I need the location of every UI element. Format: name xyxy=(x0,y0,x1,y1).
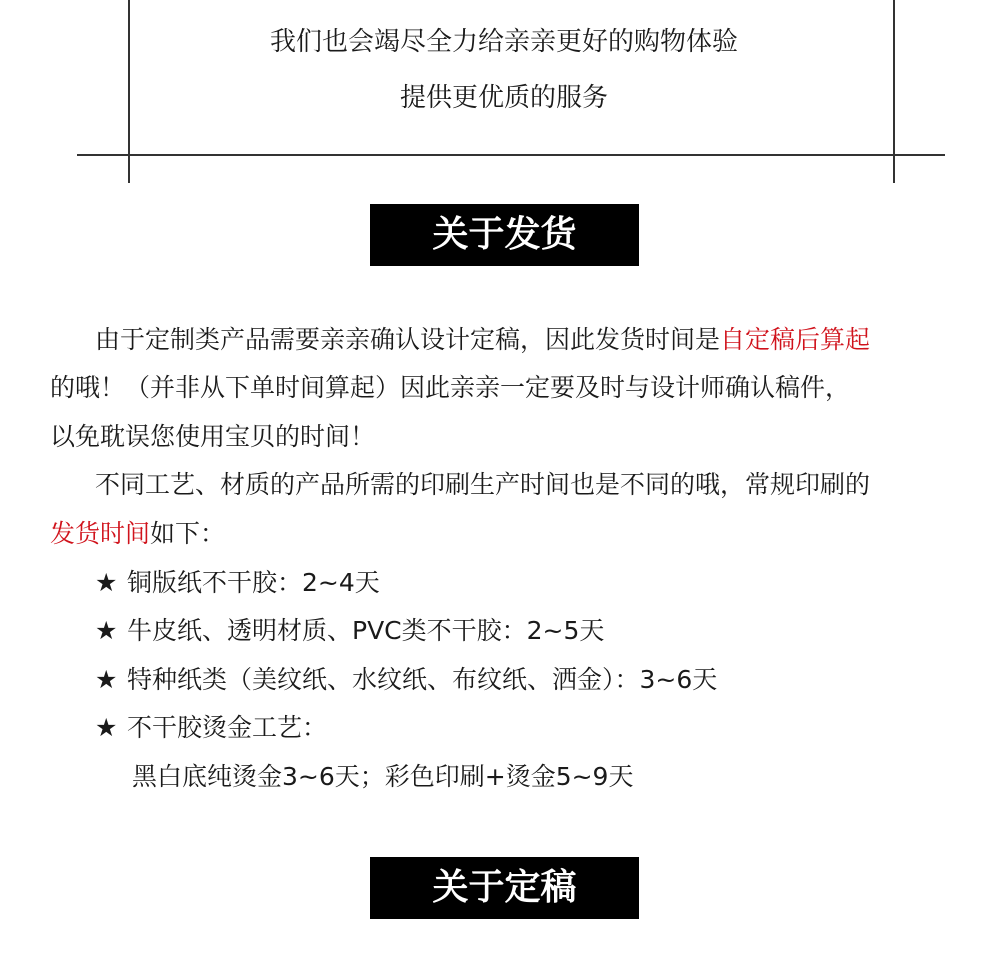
list-item xyxy=(95,614,604,648)
list-item xyxy=(95,663,717,697)
shipping-para2-line1: 不同工艺、材质的产品所需的印刷生产时间也是不同的哦，常规印刷的 xyxy=(95,470,871,499)
list-item xyxy=(95,711,327,745)
star-icon: ★ xyxy=(95,713,118,742)
list-item-text: 特种纸类（美纹纸、水纹纸、布纹纸、洒金）：3~6天 xyxy=(127,665,718,694)
shipping-para2-highlight: 发货时间 xyxy=(50,519,151,548)
drafting-section-title: 关于定稿 xyxy=(370,857,639,919)
star-icon: ★ xyxy=(95,568,118,597)
list-item-text: 不干胶烫金工艺： xyxy=(127,713,328,742)
list-item xyxy=(95,566,380,600)
shipping-para2-text: 如下： xyxy=(150,519,226,548)
shipping-section-title: 关于发货 xyxy=(370,204,639,266)
frame-bottom-border xyxy=(77,154,945,156)
shipping-para2-line2 xyxy=(50,517,225,551)
shipping-para1-line3: 以免耽误您使用宝贝的时间！ xyxy=(50,422,376,451)
intro-line-2: 提供更优质的服务 xyxy=(399,83,608,113)
shipping-para1-line2: 的哦！（并非从下单时间算起）因此亲亲一定要及时与设计师确认稿件， xyxy=(50,373,851,402)
list-item-text: 铜版纸不干胶：2~4天 xyxy=(127,568,380,597)
shipping-para1-highlight: 自定稿后算起 xyxy=(720,325,871,354)
star-icon: ★ xyxy=(95,616,118,645)
shipping-para1-line1 xyxy=(95,323,870,357)
star-icon: ★ xyxy=(95,665,118,694)
list-item-detail: 黑白底纯烫金3~6天；彩色印刷+烫金5~9天 xyxy=(132,762,634,791)
shipping-para1-text: 由于定制类产品需要亲亲确认设计定稿，因此发货时间是 xyxy=(95,325,721,354)
intro-line-1: 我们也会竭尽全力给亲亲更好的购物体验 xyxy=(269,27,738,57)
list-item-text: 牛皮纸、透明材质、PVC类不干胶：2~5天 xyxy=(127,616,605,645)
